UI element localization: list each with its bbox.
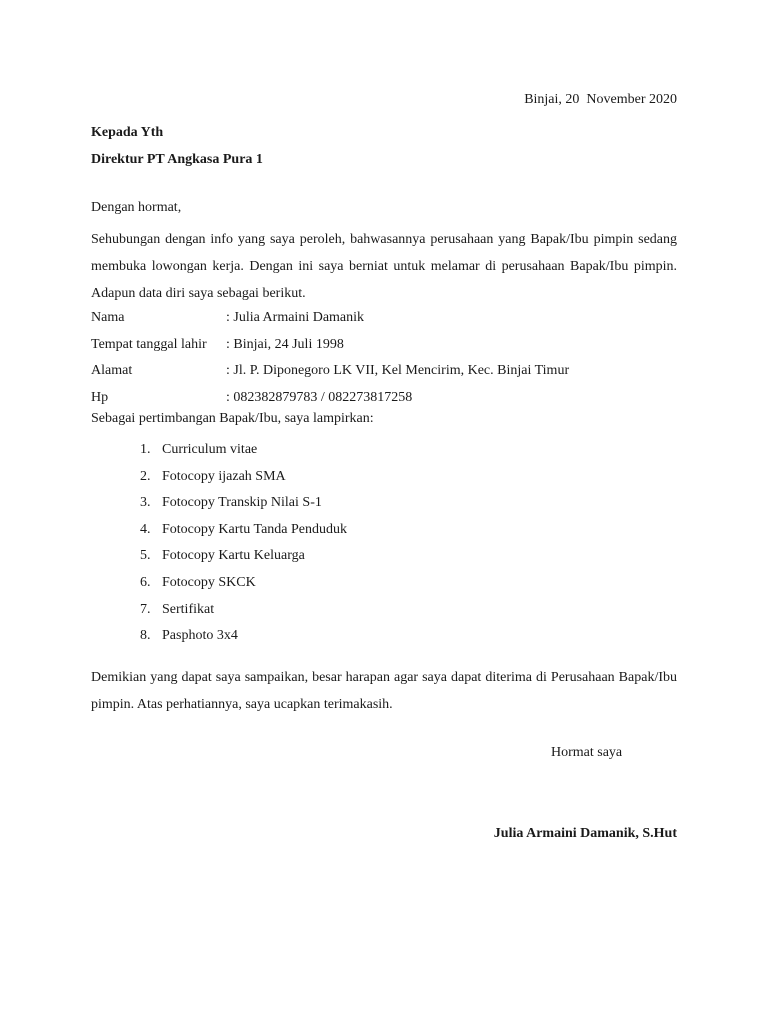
list-number: 8. [140, 628, 151, 644]
data-value: : Julia Armaini Damanik [226, 310, 365, 325]
intro-paragraph: Sehubungan dengan info yang saya peroleh, bahwasannya perusahaan yang Bapak/Ibu pimpin sedang membuka lowongan kerja. Dengan ini saya berniat untuk melamar di perusahaan Bapak/Ibu pimpin. Adapun data diri saya sebagai berikut. [91, 232, 677, 301]
attachments-list [140, 437, 347, 650]
recipient-title: Direktur PT Angkasa Pura 1 [91, 152, 263, 167]
list-item [140, 597, 347, 624]
list-text: Fotocopy Transkip Nilai S-1 [162, 495, 322, 511]
list-item [140, 623, 347, 650]
list-text: Curriculum vitae [162, 442, 258, 457]
data-label: Tempat tanggal lahir [91, 336, 207, 352]
personal-data-table [91, 305, 569, 411]
list-text: Fotocopy Kartu Keluarga [162, 548, 305, 564]
list-number: 3. [140, 495, 151, 511]
list-number: 6. [140, 574, 151, 590]
letter-date: Binjai, 20 November 2020 [524, 92, 677, 107]
list-item [140, 543, 347, 570]
closing-paragraph: Demikian yang dapat saya sampaikan, besar harapan agar saya dapat diterima di Perusahaan Bapak/Ibu pimpin. Atas perhatiannya, saya ucapkan terimakasih. [91, 670, 677, 712]
data-row-phone [91, 385, 569, 412]
data-row-name [91, 305, 569, 332]
list-text: Sertifikat [162, 601, 215, 617]
data-label: Hp [91, 389, 109, 405]
list-number: 1. [140, 442, 151, 457]
list-number: 5. [140, 548, 151, 564]
list-text: Pasphoto 3x4 [162, 628, 238, 644]
signature-name: Julia Armaini Damanik, S.Hut [493, 826, 677, 841]
list-text: Fotocopy Kartu Tanda Penduduk [162, 521, 348, 537]
data-value: : Binjai, 24 Juli 1998 [226, 336, 344, 352]
list-number: 7. [140, 601, 151, 617]
closing-regards: Hormat saya [551, 745, 623, 760]
list-item [140, 570, 347, 597]
salutation: Dengan hormat, [91, 200, 182, 215]
data-row-address [91, 358, 569, 385]
recipient-greeting: Kepada Yth [91, 125, 164, 140]
list-item [140, 464, 347, 491]
list-text: Fotocopy ijazah SMA [162, 468, 286, 484]
list-item [140, 437, 347, 464]
list-number: 2. [140, 468, 151, 484]
data-row-birth [91, 332, 569, 359]
list-item [140, 490, 347, 517]
data-label: Nama [91, 310, 125, 325]
list-item [140, 517, 347, 544]
recipient-block [91, 119, 263, 173]
data-value: : Jl. P. Diponegoro LK VII, Kel Mencirim, Kec. Binjai Timur [226, 363, 570, 378]
attachments-intro: Sebagai pertimbangan Bapak/Ibu, saya lampirkan: [91, 411, 374, 426]
list-number: 4. [140, 521, 151, 537]
list-text: Fotocopy SKCK [162, 574, 256, 590]
data-label: Alamat [91, 363, 133, 378]
data-value: : 082382879783 / 082273817258 [226, 389, 413, 405]
